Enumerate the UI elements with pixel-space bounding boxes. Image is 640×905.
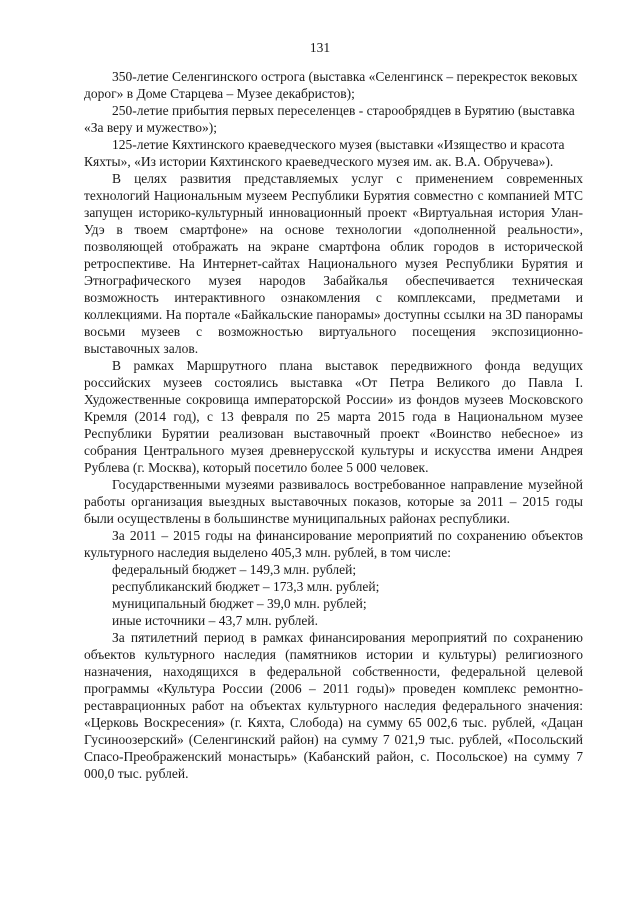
budget-list-item: иные источники – 43,7 млн. рублей. [112,613,319,628]
paragraph: Государственными музеями развивалось востребованное направление музейной работы организация выездных выставочных показов, которые за 2011 – 2015 годы были осуществлены в большинстве муниципальных районах республики. [84,477,583,526]
paragraph: 125-летие Кяхтинского краеведческого музея (выставки «Изящество и красота Кяхты», «Из истории Кяхтинского краеведческого музея им. ак. В.А. Обручева»). [84,137,565,169]
paragraph: В рамках Маршрутного плана выставок передвижного фонда ведущих российских музеев состоялись выставка «От Петра Великого до Павла I. Художественные сокровища императорской России» из фондов музеев Московского Кремля (2014 год), с 13 февраля по 25 марта 2015 года в Национальном музее Республики Бурятии реализован выставочный проект «Воинство небесное» из собрания Центрального музея древнерусской культуры и искусства имени Андрея Рублева (г. Москва), который посетило более 5 000 человек. [84,358,583,475]
paragraph: За 2011 – 2015 годы на финансирование мероприятий по сохранению объектов культурного наследия выделено 405,3 млн. рублей, в том числе: [84,528,583,560]
budget-list-item: муниципальный бюджет – 39,0 млн. рублей; [112,596,367,611]
budget-list-item: федеральный бюджет – 149,3 млн. рублей; [112,562,357,577]
paragraph: 350-летие Селенгинского острога (выставка «Селенгинск – перекресток вековых дорог» в Доме Старцева – Музее декабристов); [84,69,578,101]
paragraph: В целях развития представляемых услуг с применением современных технологий Национальным музеем Республики Бурятия совместно с компанией МТС запущен историко-культурный инновационный проект «Виртуальная история Улан-Удэ в твоем смартфоне» на основе технологии «дополненной реальности», позволяющей отображать на экране смартфона облик городов в исторической ретроспективе. На Интернет-сайтах Национального музея Республики Бурятия и Этнографического музея народов Забайкалья обеспечивается техническая возможность интерактивного ознакомления с комплексами, предметами и коллекциями. На портале «Байкальские панорамы» доступны ссылки на 3D панорамы восьми музеев с возможностью виртуального посещения экспозиционно-выставочных залов. [84,171,583,356]
paragraph: За пятилетний период в рамках финансирования мероприятий по сохранению объектов культурного наследия (памятников истории и культуры) религиозного назначения, находящихся в федеральной собственности, федеральной целевой программы «Культура России (2006 – 2011 годы)» проведен комплекс ремонтно-реставрационных работ на объектах культурного наследия федерального значения: «Церковь Воскресения» (г. Кяхта, Слобода) на сумму 65 002,6 тыс. рублей, «Дацан Гусиноозерский» (Селенгинский район) на сумму 7 021,9 тыс. рублей, «Посольский Спасо-Преображенский монастырь» (Кабанский район, с. Посольское) на сумму 7 000,0 тыс. рублей. [84,630,583,781]
page-body [84,68,583,782]
paragraph: 250-летие прибытия первых переселенцев - старообрядцев в Бурятию (выставка «За веру и мужество»); [84,103,575,135]
page-number: 131 [309,40,331,55]
budget-list-item: республиканский бюджет – 173,3 млн. рублей; [112,579,380,594]
